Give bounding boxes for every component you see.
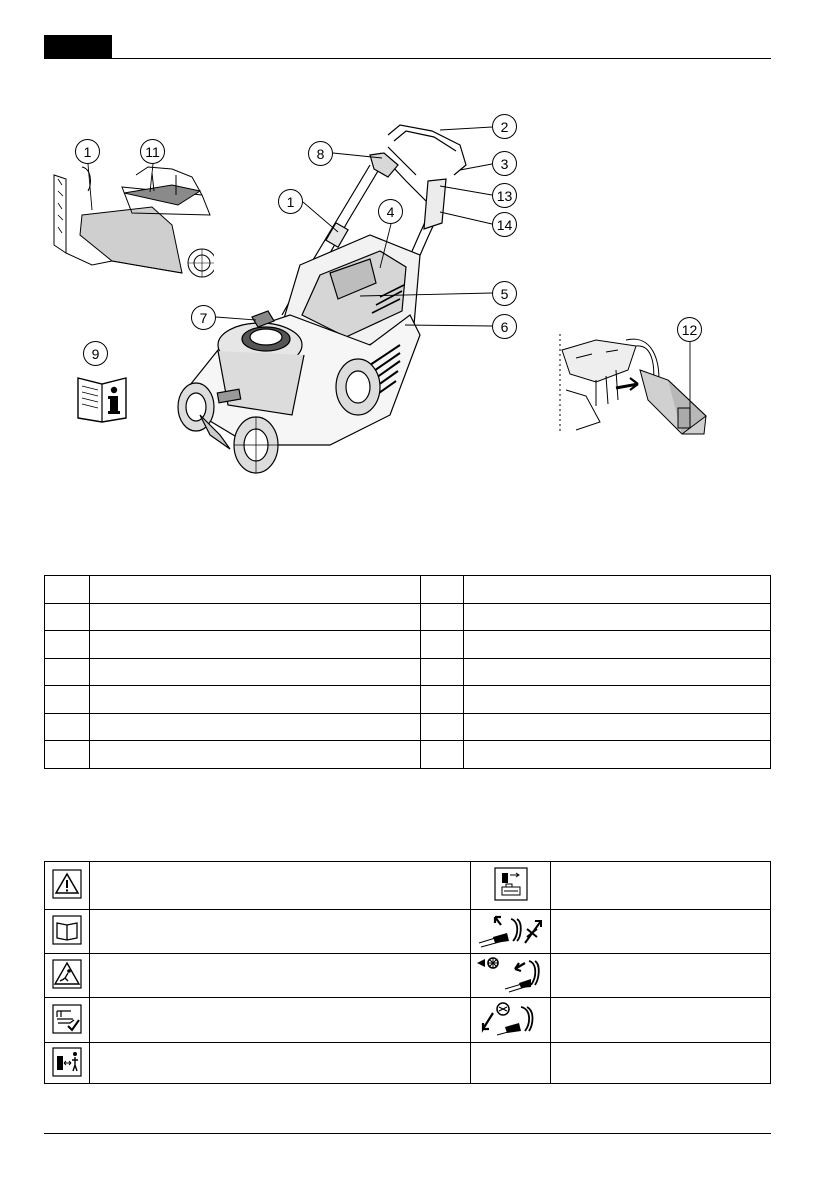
table-row: [45, 1043, 771, 1084]
bail-lever-engage-icon: [471, 910, 551, 954]
callout-leader-lines: [0, 0, 839, 480]
part-number-cell: [421, 713, 464, 741]
manual-book-icon: [45, 910, 90, 954]
part-name-cell: [89, 603, 421, 631]
symbol-text: [551, 1043, 771, 1084]
symbols-table: [44, 861, 771, 1084]
callout-12: 12: [677, 317, 702, 342]
table-row: [45, 603, 771, 631]
blade-brake-icon: [471, 998, 551, 1043]
part-name-cell: [464, 741, 771, 769]
callout-4: 4: [378, 199, 403, 224]
callout-11: 11: [140, 139, 165, 164]
table-row: [45, 998, 771, 1043]
callout-14: 14: [492, 212, 517, 237]
part-number-cell: [421, 658, 464, 686]
symbol-text: [89, 910, 470, 954]
keep-distance-icon: [45, 1043, 90, 1084]
part-number-cell: [45, 741, 90, 769]
remove-spark-plug-icon: [45, 998, 90, 1043]
part-name-cell: [464, 576, 771, 604]
fuel-refill-icon: [471, 862, 551, 910]
part-name-cell: [464, 658, 771, 686]
drive-lever-icon: [471, 954, 551, 998]
part-number-cell: [45, 686, 90, 714]
callout-6: 6: [492, 314, 517, 339]
symbol-text: [89, 862, 470, 910]
part-name-cell: [89, 686, 421, 714]
empty-symbol-cell: [471, 1043, 551, 1084]
part-number-cell: [45, 631, 90, 659]
callout-1: 1: [278, 189, 303, 214]
part-number-cell: [421, 686, 464, 714]
table-row: [45, 741, 771, 769]
parts-legend-table: [44, 575, 771, 769]
part-number-cell: [421, 631, 464, 659]
part-number-cell: [45, 658, 90, 686]
callout-1-inset: 1: [75, 139, 100, 164]
footer-rule: [44, 1133, 771, 1134]
part-name-cell: [89, 713, 421, 741]
table-row: [45, 954, 771, 998]
part-name-cell: [89, 576, 421, 604]
part-name-cell: [89, 658, 421, 686]
part-name-cell: [464, 631, 771, 659]
table-row: [45, 658, 771, 686]
symbol-text: [89, 1043, 470, 1084]
part-name-cell: [89, 741, 421, 769]
part-name-cell: [464, 603, 771, 631]
table-row: [45, 576, 771, 604]
warning-triangle-icon: [45, 862, 90, 910]
table-row: [45, 910, 771, 954]
thrown-objects-warning-icon: [45, 954, 90, 998]
symbol-text: [551, 998, 771, 1043]
part-name-cell: [464, 713, 771, 741]
symbol-text: [89, 954, 470, 998]
symbol-text: [551, 954, 771, 998]
part-number-cell: [421, 576, 464, 604]
part-number-cell: [421, 603, 464, 631]
table-row: [45, 686, 771, 714]
callout-8: 8: [308, 141, 333, 166]
callout-3: 3: [492, 151, 517, 176]
callout-9: 9: [83, 341, 108, 366]
part-number-cell: [45, 713, 90, 741]
callout-13: 13: [492, 183, 517, 208]
part-number-cell: [45, 603, 90, 631]
symbol-text: [551, 862, 771, 910]
table-row: [45, 713, 771, 741]
part-name-cell: [464, 686, 771, 714]
callout-7: 7: [191, 305, 216, 330]
callout-5: 5: [492, 281, 517, 306]
part-number-cell: [421, 741, 464, 769]
table-row: [45, 862, 771, 910]
table-row: [45, 631, 771, 659]
callout-2: 2: [492, 114, 517, 139]
part-name-cell: [89, 631, 421, 659]
symbol-text: [89, 998, 470, 1043]
part-number-cell: [45, 576, 90, 604]
symbol-text: [551, 910, 771, 954]
